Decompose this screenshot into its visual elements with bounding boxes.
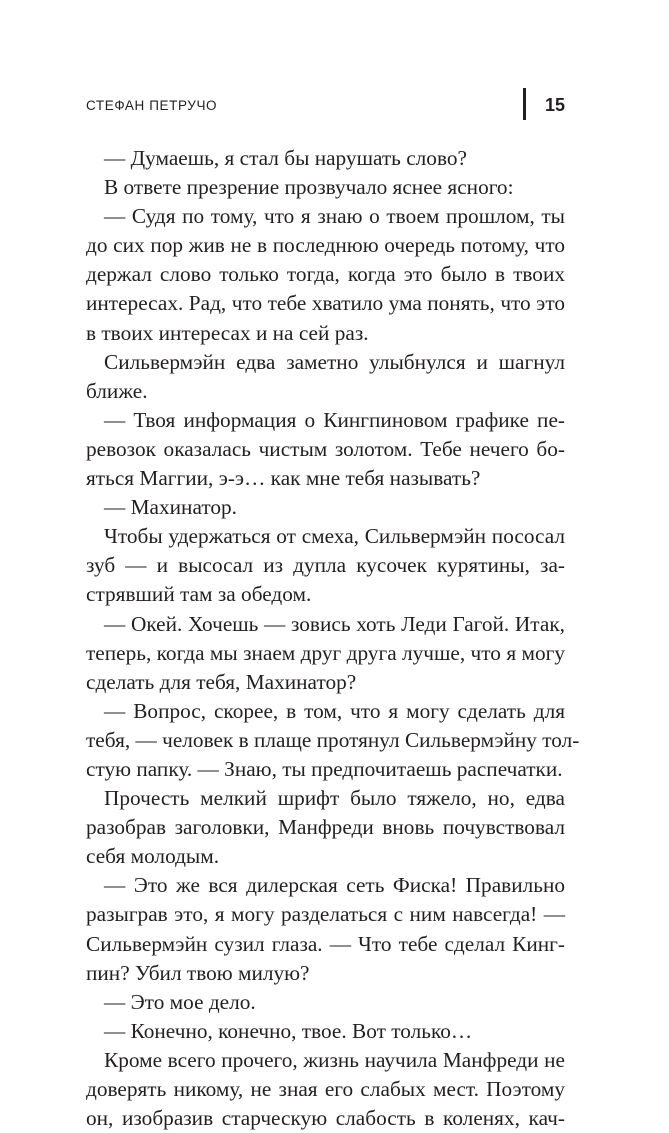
text-line: Сильвермэйн едва заметно улыбнулся и шагнул [104, 349, 565, 374]
text-line: стую папку. — Знаю, ты предпочитаешь распечатки. [86, 756, 563, 781]
running-head-author: СТЕФАН ПЕТРУЧО [86, 98, 218, 113]
folio-divider [523, 88, 526, 120]
text-line: Сильвермэйн сузил глаза. — Что тебе сделал Кинг- [86, 931, 565, 956]
text-line: держал слово только тогда, когда это было в твоих [86, 262, 565, 287]
text-line: ревозок оказалась чистым золотом. Тебе нечего бо- [86, 436, 565, 461]
text-line: яться Маггии, э-э… как мне тебя называть? [86, 466, 481, 491]
text-line: — Думаешь, я стал бы нарушать слово? [104, 146, 467, 170]
text-line: себя молодым. [86, 844, 220, 869]
text-line: в твоих интересах и на сей раз. [86, 320, 369, 345]
text-line: зуб — и высосал из дупла кусочек курятины, за- [86, 553, 565, 578]
text-line: — Окей. Хочешь — зовись хоть Леди Гагой. Итак, [104, 611, 565, 636]
text-line: — Твоя информация о Кингпиновом графике пе- [104, 407, 565, 432]
text-line: разобрав заголовки, Манфреди вновь почувствовал [86, 815, 565, 840]
text-line: сделать для тебя, Махинатор? [86, 669, 357, 694]
page-number: 15 [545, 95, 566, 115]
text-line: пин? Убил твою милую? [86, 960, 310, 985]
text-line: Чтобы удержаться от смеха, Сильвермэйн пососал [104, 524, 565, 549]
text-line: теперь, когда мы знаем друг друга лучше, что я могу [86, 640, 565, 665]
text-line: — Вопрос, скорее, в том, что я могу сделать для [104, 698, 565, 723]
text-line: В ответе презрение прозвучало яснее ясного: [104, 175, 514, 200]
text-line: Кроме всего прочего, жизнь научила Манфреди не [104, 1047, 565, 1072]
text-line: — Это же вся дилерская сеть Фиска! Правильно [104, 873, 565, 898]
text-line: интересах. Рад, что тебе хватило ума понять, что это [86, 291, 565, 316]
text-line: стрявший там за обедом. [86, 582, 312, 607]
body-text [86, 144, 580, 1133]
text-line: доверять никому, не зная его слабых мест. Поэтому [86, 1077, 565, 1101]
text-line: — Конечно, конечно, твое. Вот только… [104, 1018, 473, 1043]
text-line: ближе. [86, 378, 148, 403]
text-line: — Махинатор. [104, 495, 238, 520]
text-line: тебя, — человек в плаще протянул Сильвермэйну тол- [86, 727, 580, 752]
text-line: — Это мое дело. [104, 989, 256, 1014]
text-line: — Судя по тому, что я знаю о твоем прошлом, ты [104, 204, 565, 229]
text-line: разыграв это, я могу разделаться с ним навсегда! — [86, 902, 565, 927]
text-line: Прочесть мелкий шрифт было тяжело, но, едва [104, 786, 565, 811]
text-line: до сих пор жив не в последнюю очередь потому, что [86, 233, 565, 258]
text-line: он, изобразив старческую слабость в коленях, кач- [86, 1106, 565, 1131]
